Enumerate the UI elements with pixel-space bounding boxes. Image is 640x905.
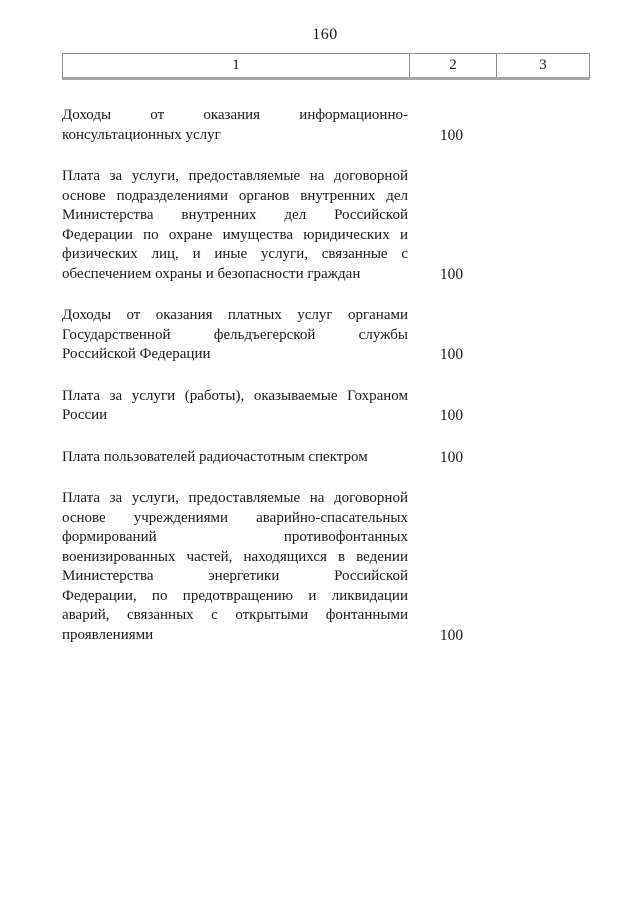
row-text: [62, 167, 408, 284]
text-line: Доходы от оказания информационно-: [62, 107, 408, 123]
header-cell-2: 2: [409, 54, 496, 77]
text-line: Министерства внутренних дел Российской: [62, 207, 408, 223]
text-line: основе подразделениями органов внутренних дел: [62, 187, 408, 204]
text-line: Плата пользователей радиочастотным спектром: [62, 448, 368, 465]
page-number: 160: [312, 26, 338, 43]
row-col3-empty: [495, 425, 588, 426]
text-line: Российской Федерации: [62, 346, 211, 362]
text-line: Плата за услуги (работы), оказываемые Гохраном: [62, 387, 408, 404]
row-text: [62, 387, 408, 426]
row-text: [62, 489, 408, 645]
text-line: консультационных услуг: [62, 126, 221, 143]
text-line: аварий, связанных с открытыми фонтанными: [62, 607, 408, 623]
row-value: 100: [439, 448, 464, 466]
text-line: России: [62, 407, 108, 423]
row-value: 100: [439, 346, 464, 363]
text-line: проявлениями: [62, 626, 154, 643]
text-line: физических лиц, и иные услуги, связанные с: [62, 246, 408, 262]
row-col3-empty: [495, 364, 588, 365]
text-line: формирований противофонтанных: [62, 529, 408, 545]
header-cell-3: 3: [496, 54, 589, 77]
row-value: 100: [439, 126, 464, 144]
row-value: 100: [439, 407, 464, 424]
table-row: [62, 489, 588, 645]
header-cell-1: 1: [232, 57, 240, 73]
row-col3-empty: [495, 283, 588, 284]
text-line: Федерации по охране имущества юридических и: [62, 226, 408, 243]
table-body: [62, 106, 588, 645]
row-text: [62, 106, 408, 145]
row-value: 100: [439, 265, 464, 283]
text-line: Доходы от оказания платных услуг органами: [62, 307, 408, 323]
text-line: Министерства энергетики Российской: [62, 568, 408, 584]
table-row: [62, 387, 588, 426]
text-line: обеспечением охраны и безопасности граждан: [62, 265, 361, 282]
table-row: [62, 448, 588, 468]
row-text: [62, 306, 408, 365]
table-row: [62, 306, 588, 365]
row-text: [62, 448, 408, 468]
row-col3-empty: [495, 466, 588, 467]
text-line: Плата за услуги, предоставляемые на договорной: [62, 168, 408, 184]
row-col3-empty: [495, 644, 588, 645]
row-value: 100: [439, 626, 464, 644]
row-col3-empty: [495, 144, 588, 145]
text-line: Государственной фельдъегерской службы: [62, 326, 408, 343]
column-header-row: [62, 53, 590, 80]
table-row: [62, 167, 588, 284]
text-line: Федерации, по предотвращению и ликвидации: [62, 587, 408, 604]
text-line: основе учреждениями аварийно-спасательных: [62, 509, 408, 526]
text-line: военизированных частей, находящихся в ведении: [62, 548, 408, 565]
table-row: [62, 106, 588, 145]
text-line: Плата за услуги, предоставляемые на договорной: [62, 490, 408, 506]
